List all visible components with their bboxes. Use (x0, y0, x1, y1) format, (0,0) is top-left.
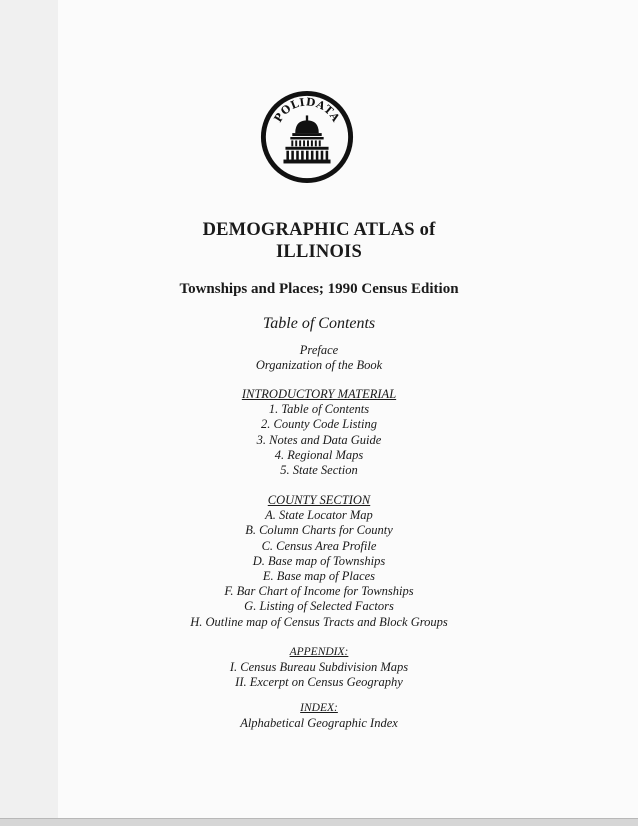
toc-entry: 1. Table of Contents (268, 402, 370, 417)
toc-entry: G. Listing of Selected Factors (244, 599, 394, 614)
toc-heading: Table of Contents (262, 315, 376, 332)
section-heading-county: COUNTY SECTION (267, 493, 371, 507)
section-heading-introductory: INTRODUCTORY MATERIAL (241, 387, 397, 401)
toc-entry: D. Base map of Townships (252, 553, 386, 568)
toc-entry-organization: Organization of the Book (255, 358, 383, 373)
front-matter-list (0, 343, 638, 373)
toc-entry: 2. County Code Listing (261, 417, 377, 432)
polidata-capitol-logo (258, 88, 356, 186)
toc-entry: II. Excerpt on Census Geography (235, 675, 403, 690)
document-subtitle: Townships and Places; 1990 Census Edition (179, 281, 459, 297)
toc-entry: 4. Regional Maps (274, 447, 364, 462)
toc-entry-preface: Preface (299, 343, 339, 357)
toc-entry: Alphabetical Geographic Index (240, 716, 398, 731)
toc-entry: A. State Locator Map (265, 508, 373, 523)
toc-entry: 5. State Section (280, 463, 358, 478)
toc-entry: I. Census Bureau Subdivision Maps (229, 660, 409, 675)
toc-entry: E. Base map of Places (262, 569, 376, 584)
title-line-1: DEMOGRAPHIC ATLAS of (202, 220, 436, 240)
toc-entry: C. Census Area Profile (261, 538, 377, 553)
svg-text:POLIDATA: POLIDATA (271, 95, 343, 125)
title-line-2: ILLINOIS (276, 242, 362, 262)
toc-entry: B. Column Charts for County (245, 523, 393, 538)
county-section (0, 493, 638, 630)
toc-entry: 3. Notes and Data Guide (256, 432, 382, 447)
document-title (0, 219, 638, 263)
introductory-section (0, 387, 638, 478)
index-section (0, 701, 638, 731)
section-heading-appendix: APPENDIX: (289, 646, 349, 658)
toc-entry: F. Bar Chart of Income for Townships (224, 584, 414, 599)
appendix-section (0, 645, 638, 691)
toc-entry: H. Outline map of Census Tracts and Block Groups (190, 614, 448, 629)
section-heading-index: INDEX: (300, 702, 338, 714)
